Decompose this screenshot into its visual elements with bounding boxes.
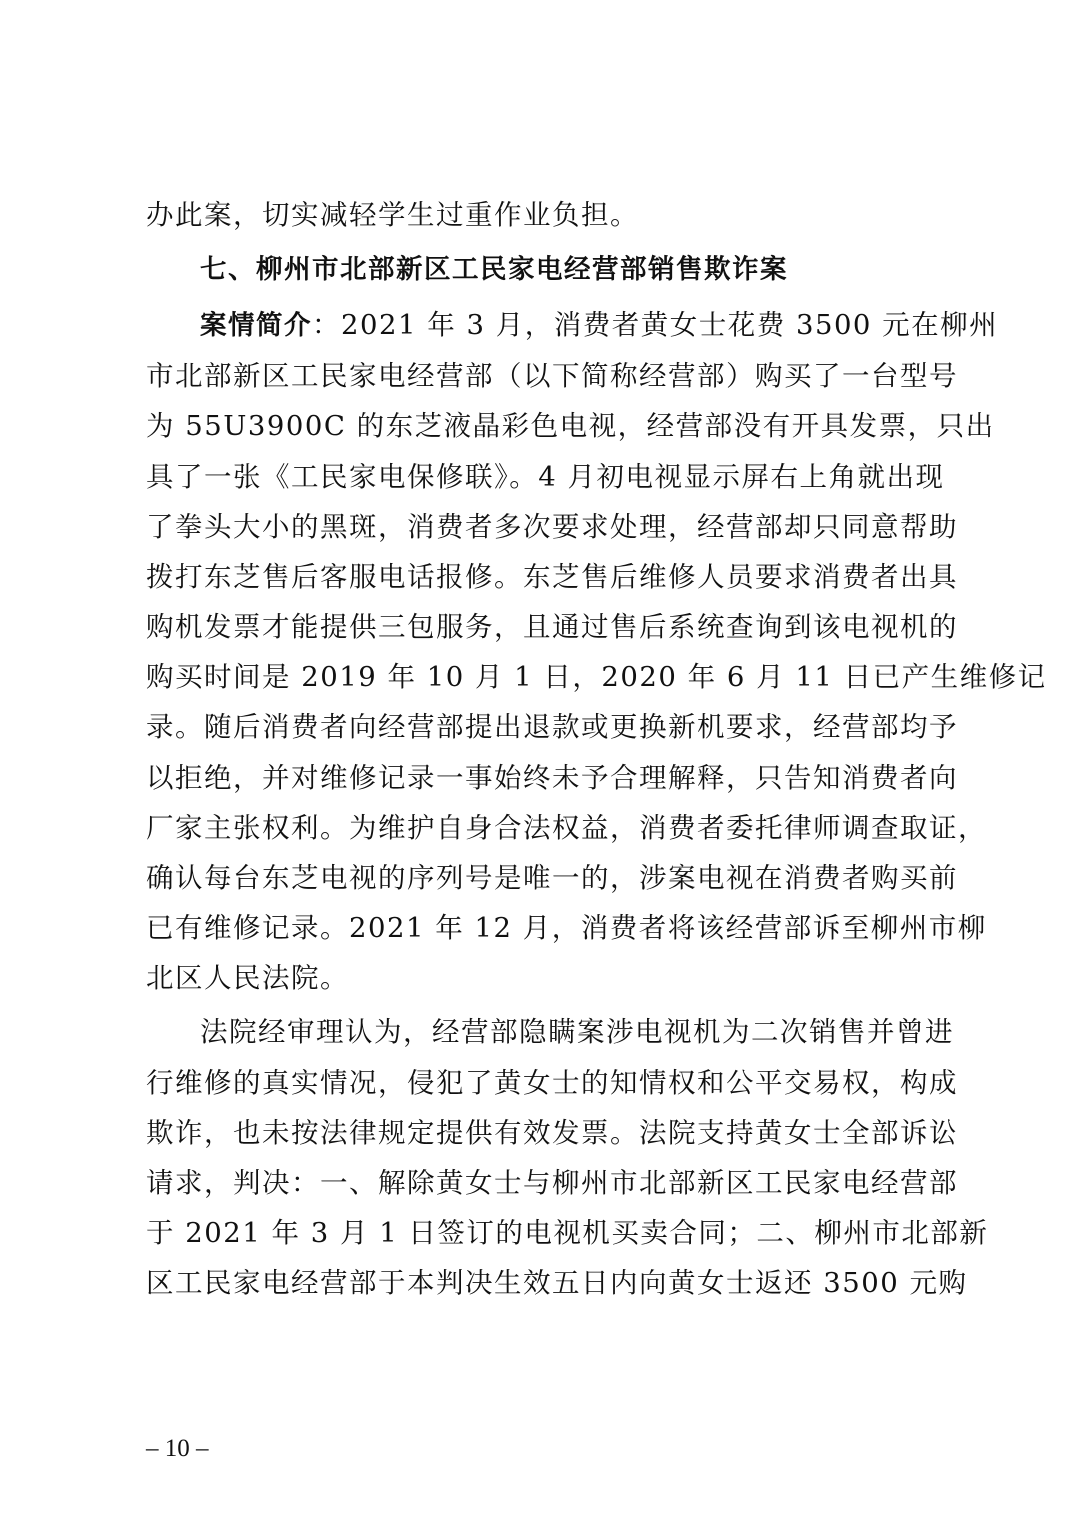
paragraph-line: 已有维修记录。2021 年 12 月，消费者将该经营部诉至柳州市柳 — [146, 912, 987, 944]
paragraph-line: 于 2021 年 3 月 1 日签订的电视机买卖合同；二、柳州市北部新 — [146, 1217, 989, 1249]
paragraph-line: 办此案，切实减轻学生过重作业负担。 — [146, 199, 639, 231]
paragraph-line: 确认每台东芝电视的序列号是唯一的，涉案电视在消费者购买前 — [146, 862, 958, 894]
paragraph-line: 录。随后消费者向经营部提出退款或更换新机要求，经营部均予 — [146, 711, 958, 743]
case-summary-line — [200, 307, 999, 344]
paragraph-line: 了拳头大小的黑斑，消费者多次要求处理，经营部却只同意帮助 — [146, 511, 958, 543]
paragraph-line: 市北部新区工民家电经营部（以下简称经营部）购买了一台型号 — [146, 360, 958, 392]
section-heading: 七、柳州市北部新区工民家电经营部销售欺诈案 — [200, 254, 788, 285]
paragraph-line: 法院经审理认为，经营部隐瞒案涉电视机为二次销售并曾进 — [200, 1016, 954, 1048]
paragraph-line: 欺诈，也未按法律规定提供有效发票。法院支持黄女士全部诉讼 — [146, 1117, 958, 1149]
paragraph-line: 拨打东芝售后客服电话报修。东芝售后维修人员要求消费者出具 — [146, 561, 958, 593]
paragraph-line: 购机发票才能提供三包服务，且通过售后系统查询到该电视机的 — [146, 611, 958, 643]
paragraph-line: 以拒绝，并对维修记录一事始终未予合理解释，只告知消费者向 — [146, 762, 958, 794]
paragraph-line: 购买时间是 2019 年 10 月 1 日，2020 年 6 月 11 日已产生维修记 — [146, 661, 1047, 693]
paragraph-line: 厂家主张权利。为维护自身合法权益，消费者委托律师调查取证， — [146, 812, 987, 844]
paragraph-line: 请求，判决：一、解除黄女士与柳州市北部新区工民家电经营部 — [146, 1167, 958, 1199]
paragraph-line: 区工民家电经营部于本判决生效五日内向黄女士返还 3500 元购 — [146, 1267, 968, 1299]
case-summary-label: 案情简介 — [200, 310, 312, 341]
page-number: – 10 – — [146, 1435, 209, 1462]
paragraph-line: 具了一张《工民家电保修联》。4 月初电视显示屏右上角就出现 — [146, 461, 945, 493]
paragraph-line: 行维修的真实情况，侵犯了黄女士的知情权和公平交易权，构成 — [146, 1067, 958, 1099]
case-summary-text: ：2021 年 3 月，消费者黄女士花费 3500 元在柳州 — [312, 309, 999, 341]
paragraph-line: 为 55U3900C 的东芝液晶彩色电视，经营部没有开具发票，只出 — [146, 410, 995, 442]
paragraph-line: 北区人民法院。 — [146, 962, 349, 994]
